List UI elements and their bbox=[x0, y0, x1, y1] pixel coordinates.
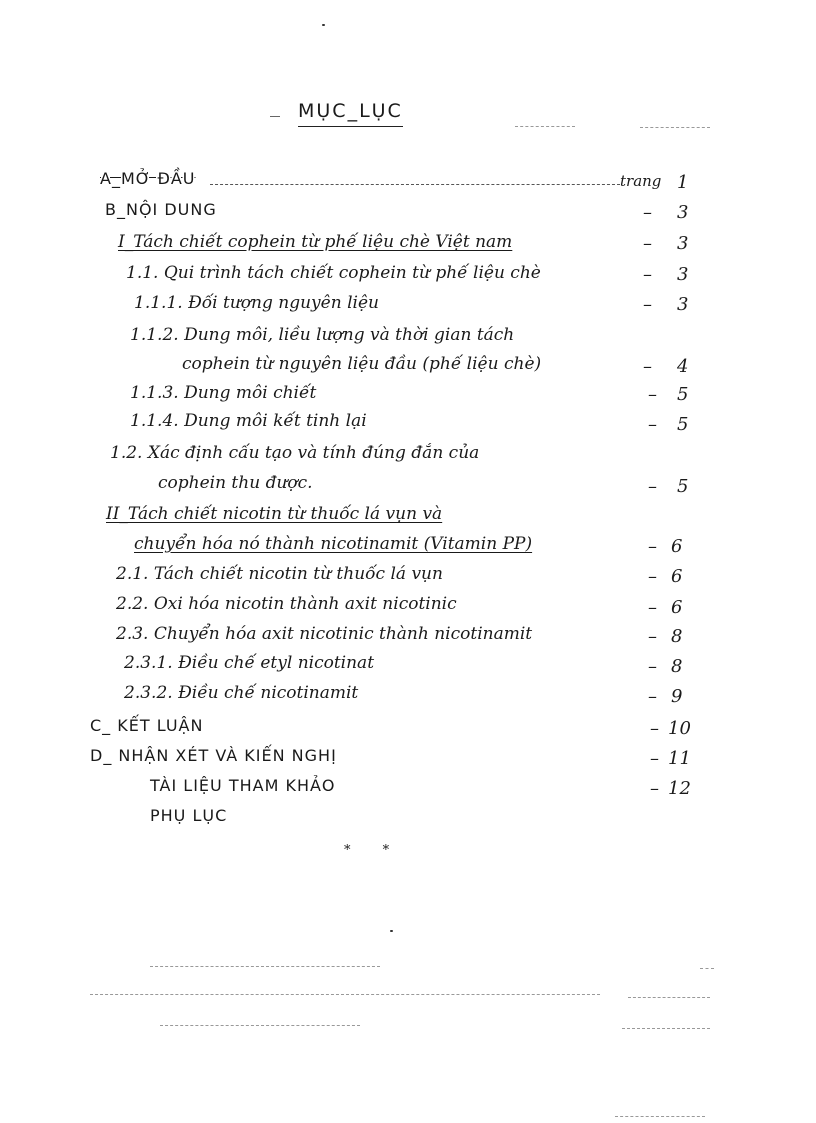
faint-line bbox=[640, 127, 710, 128]
faint-line bbox=[622, 1028, 710, 1029]
page-number: – bbox=[650, 748, 659, 769]
toc-entry: 1.2. Xác định cấu tạo và tính đúng đắn của bbox=[110, 443, 480, 463]
toc-entry: II_Tách chiết nicotin từ thuốc lá vụn và bbox=[106, 504, 443, 524]
page-number: 1 bbox=[677, 172, 689, 193]
page-number: – bbox=[648, 476, 657, 497]
page-number: – bbox=[648, 384, 657, 405]
page-number: – bbox=[650, 778, 659, 799]
faint-line bbox=[160, 1025, 360, 1026]
page-number: – bbox=[648, 536, 657, 557]
toc-entry: C_ KẾT LUẬN bbox=[90, 716, 204, 735]
faint-line bbox=[150, 966, 380, 967]
page-number: 6 bbox=[671, 536, 683, 557]
page-number: 9 bbox=[671, 686, 683, 707]
page-number: 11 bbox=[668, 748, 691, 769]
page-number: 6 bbox=[671, 597, 683, 618]
toc-entry: 2.3.1. Điều chế etyl nicotinat bbox=[124, 653, 375, 673]
page-number: 8 bbox=[671, 656, 683, 677]
faint-line bbox=[515, 126, 575, 127]
page-number: 5 bbox=[677, 414, 689, 435]
toc-entry: PHỤ LỤC bbox=[150, 806, 228, 825]
page-number: 4 bbox=[677, 356, 689, 377]
toc-entry: 1.1.4. Dung môi kết tinh lại bbox=[130, 411, 367, 431]
toc-entry: TÀI LIỆU THAM KHẢO bbox=[150, 776, 336, 795]
toc-entry: B_NỘI DUNG bbox=[105, 200, 217, 219]
page-number: – bbox=[648, 626, 657, 647]
faint-line bbox=[628, 997, 710, 998]
toc-entry: 1.1.1. Đối tượng nguyên liệu bbox=[134, 293, 379, 313]
toc-entry: cophein thu được. bbox=[158, 473, 313, 493]
leader-dots bbox=[210, 184, 620, 185]
page-number: – bbox=[650, 718, 659, 739]
toc-entry: 2.1. Tách chiết nicotin từ thuốc lá vụn bbox=[116, 564, 443, 584]
toc-entry: 1.1.3. Dung môi chiết bbox=[130, 383, 317, 403]
page-number: – bbox=[648, 414, 657, 435]
toc-entry: 2.2. Oxi hóa nicotin thành axit nicotinic bbox=[116, 594, 457, 614]
ink-speck bbox=[322, 24, 325, 26]
footer-marks: * * bbox=[344, 843, 404, 858]
page-number: 10 bbox=[668, 718, 691, 739]
faint-line bbox=[700, 968, 714, 969]
page-number: 12 bbox=[668, 778, 691, 799]
page-number: 5 bbox=[677, 476, 689, 497]
toc-entry: D_ NHẬN XÉT VÀ KIẾN NGHỊ bbox=[90, 746, 337, 765]
page-number: – bbox=[648, 656, 657, 677]
page-number: – bbox=[643, 264, 652, 285]
page-number: – bbox=[648, 686, 657, 707]
page-number: 3 bbox=[677, 264, 689, 285]
toc-entry: I_Tách chiết cophein từ phế liệu chè Việt nam bbox=[118, 232, 513, 252]
title-dash bbox=[270, 116, 280, 117]
ink-speck bbox=[390, 930, 393, 932]
toc-entry: 1.1. Qui trình tách chiết cophein từ phế liệu chè bbox=[126, 263, 541, 283]
page-number: – bbox=[643, 294, 652, 315]
page-number: – bbox=[643, 202, 652, 223]
page-number: 8 bbox=[671, 626, 683, 647]
page-number: – bbox=[648, 597, 657, 618]
page-title: MỤC_LỤC bbox=[298, 100, 403, 127]
trang-label: trang bbox=[620, 172, 662, 190]
faint-line bbox=[90, 994, 600, 995]
toc-entry: cophein từ nguyên liệu đầu (phế liệu chè) bbox=[182, 354, 542, 374]
page-number: 3 bbox=[677, 233, 689, 254]
toc-entry: A_MỞ ĐẦU bbox=[100, 169, 196, 188]
page-number: 3 bbox=[677, 294, 689, 315]
page-number: 3 bbox=[677, 202, 689, 223]
toc-entry: chuyển hóa nó thành nicotinamit (Vitamin PP) bbox=[134, 534, 533, 554]
toc-entry: 2.3.2. Điều chế nicotinamit bbox=[124, 683, 359, 703]
page-number: – bbox=[648, 566, 657, 587]
page-number: – bbox=[643, 356, 652, 377]
faint-line bbox=[615, 1116, 705, 1117]
page-number: – bbox=[643, 233, 652, 254]
page-number: 5 bbox=[677, 384, 689, 405]
page-number: 6 bbox=[671, 566, 683, 587]
toc-entry: 2.3. Chuyển hóa axit nicotinic thành nicotinamit bbox=[116, 624, 533, 644]
toc-entry: 1.1.2. Dung môi, liều lượng và thời gian tách bbox=[130, 325, 515, 345]
